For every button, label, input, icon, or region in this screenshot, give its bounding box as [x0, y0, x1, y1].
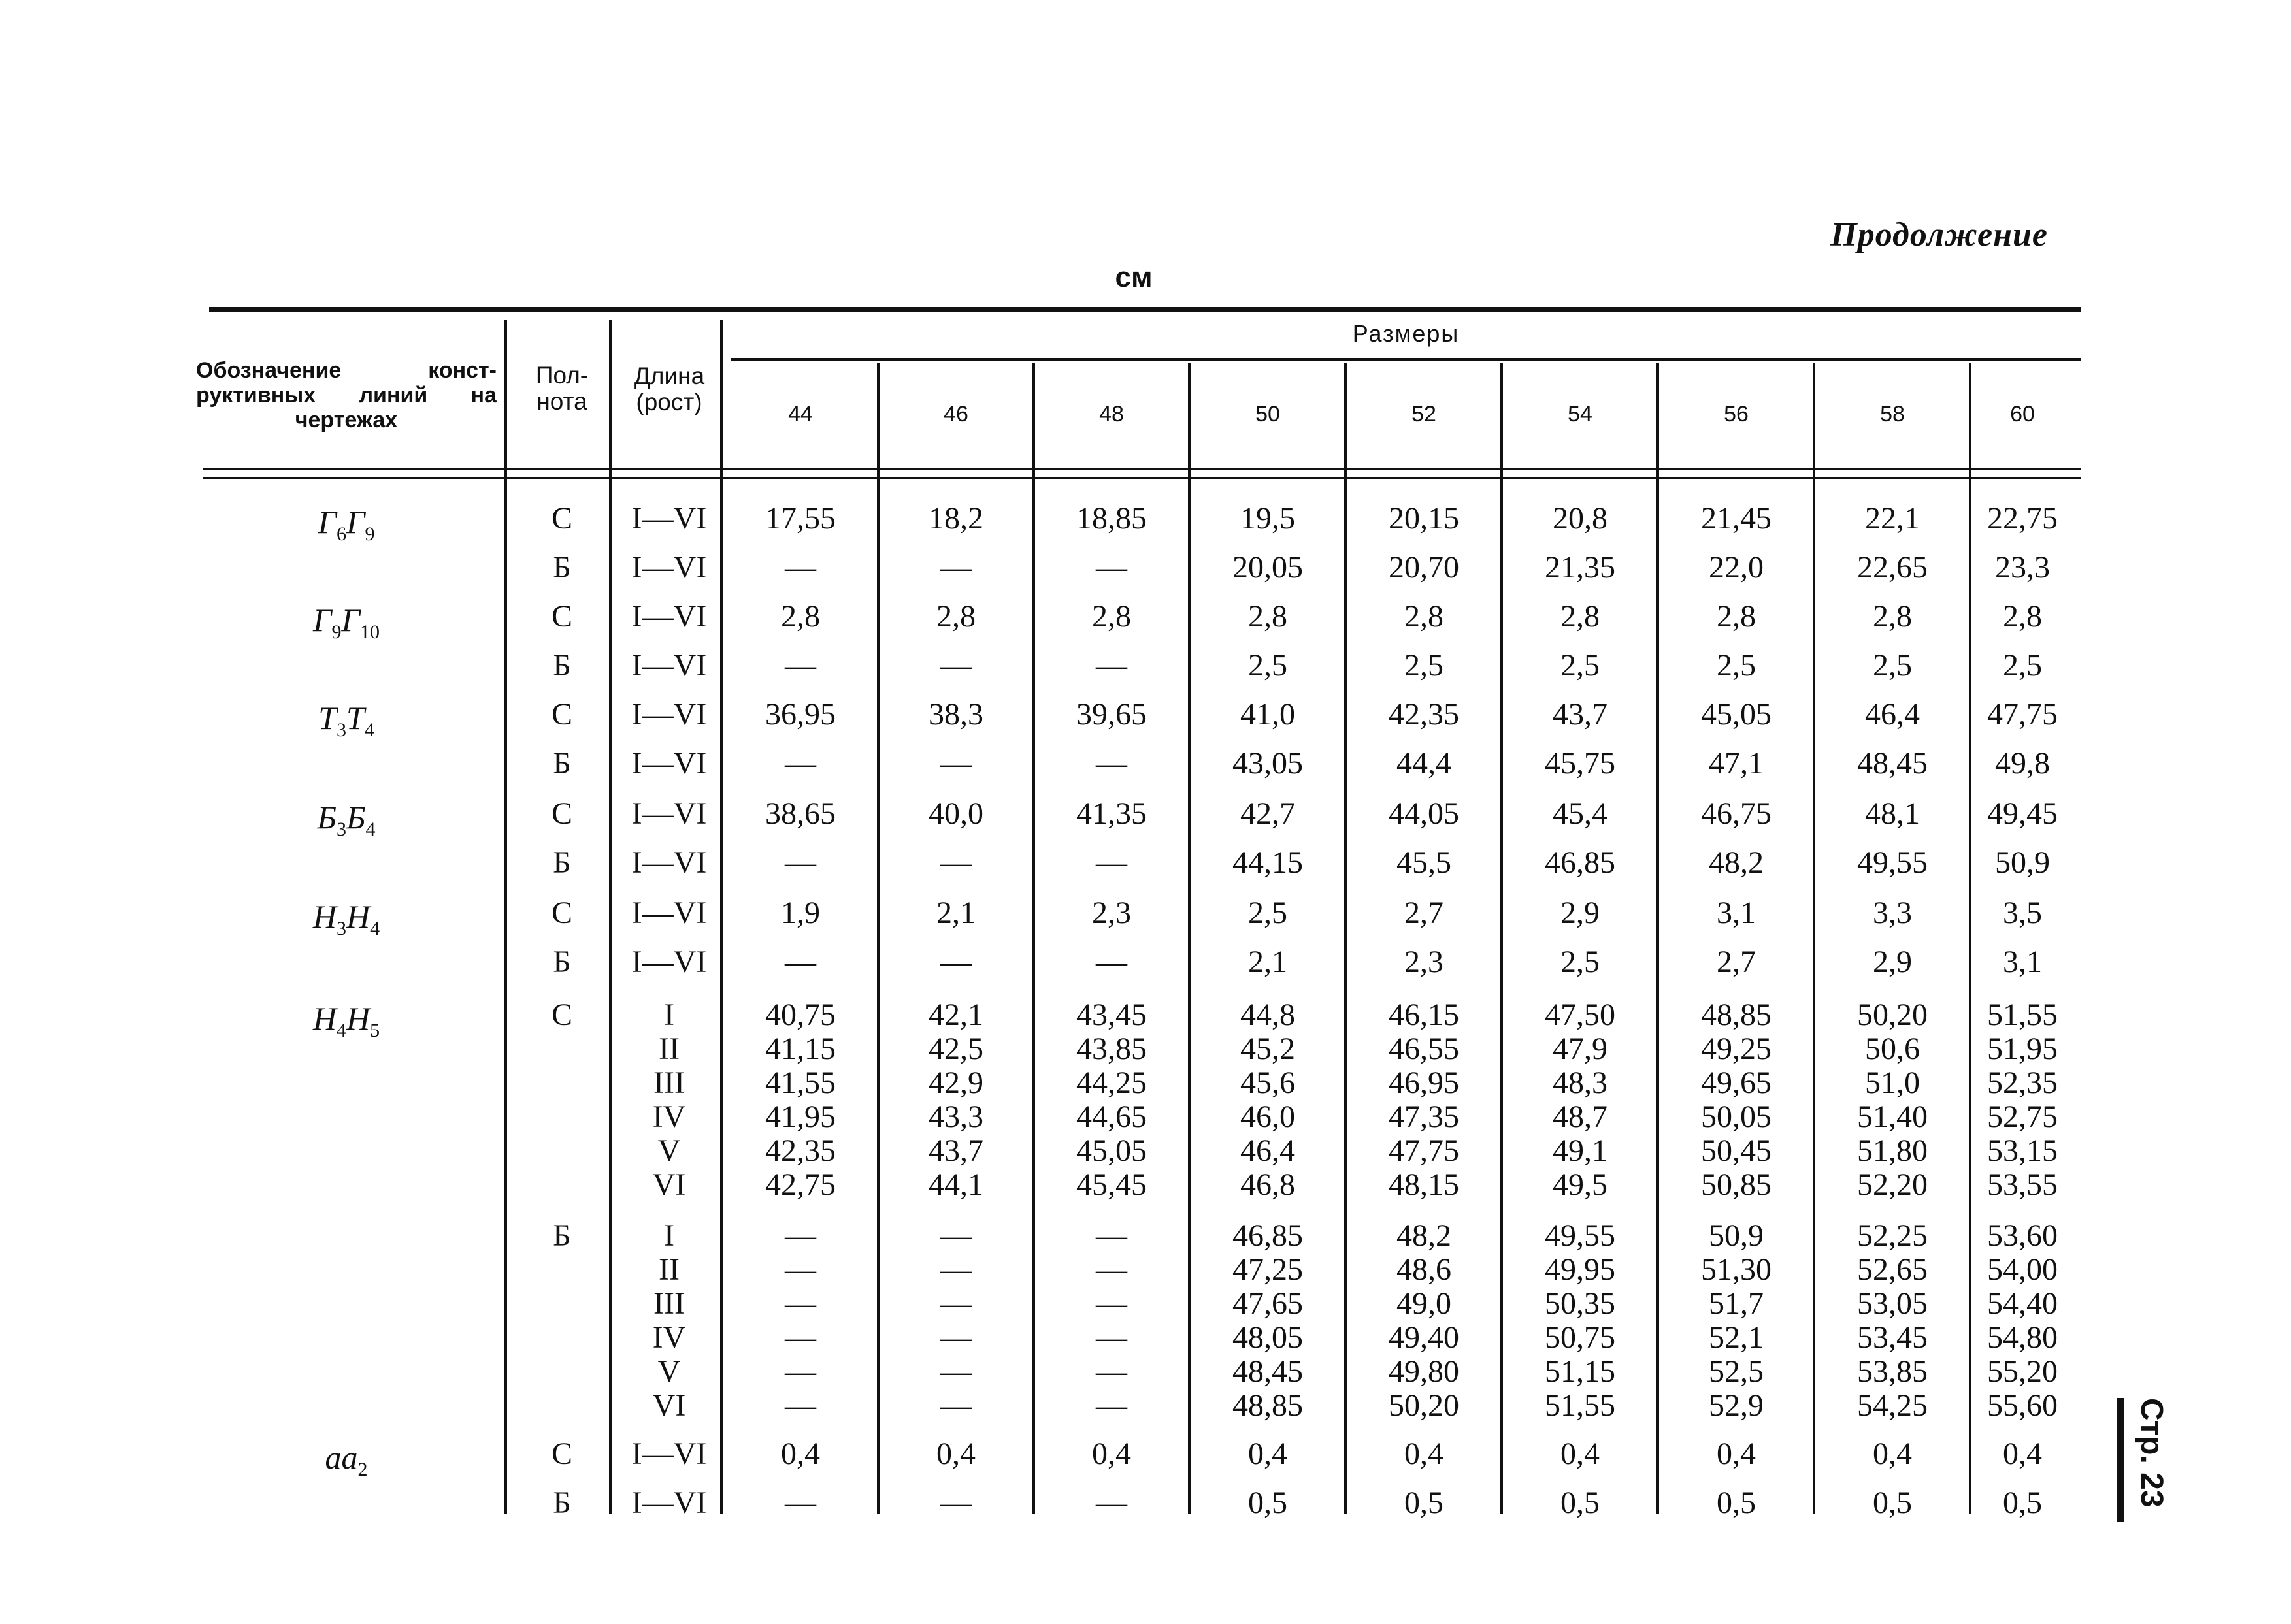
value-cell: 2,5 — [1404, 648, 1443, 683]
value-cell: 52,25 52,65 53,05 53,45 53,85 54,25 — [1857, 1218, 1928, 1423]
length-cell: I—VI — [631, 1437, 707, 1471]
value-cell: 42,7 — [1240, 796, 1295, 831]
value-cell: 2,8 — [1873, 599, 1912, 634]
length-cell: I—VI — [631, 648, 707, 683]
value-cell: 3,3 — [1873, 896, 1912, 930]
value-cell: 2,5 — [1717, 648, 1756, 683]
value-cell: 2,8 — [1248, 599, 1287, 634]
value-cell: 53,60 54,00 54,40 54,80 55,20 55,60 — [1987, 1218, 2058, 1423]
value-cell: — — [1096, 648, 1127, 683]
value-cell: 49,45 — [1987, 796, 2058, 831]
value-cell: 2,7 — [1404, 896, 1443, 930]
value-cell: — — [1096, 845, 1127, 880]
value-cell: — — [785, 845, 816, 880]
fullness-cell: Б — [553, 845, 571, 880]
value-cell: 47,1 — [1709, 746, 1764, 781]
column-divider — [1188, 363, 1191, 1514]
value-cell: 45,05 — [1701, 697, 1772, 732]
value-cell: 2,8 — [781, 599, 820, 634]
value-cell: 21,45 — [1701, 501, 1772, 536]
value-cell: 40,75 41,15 41,55 41,95 42,35 42,75 — [765, 998, 836, 1202]
line-designation: $Т_3Т_4$ — [318, 700, 374, 741]
value-cell: 41,0 — [1240, 697, 1295, 732]
value-cell: 51,55 51,95 52,35 52,75 53,15 53,55 — [1987, 998, 2058, 1202]
value-cell: 43,05 — [1232, 746, 1303, 781]
value-cell: 0,4 — [1560, 1437, 1600, 1471]
value-cell: 2,5 — [2003, 648, 2042, 683]
column-divider — [1656, 363, 1659, 1514]
value-cell: 2,3 — [1404, 945, 1443, 979]
column-divider — [1344, 363, 1347, 1514]
value-cell: 0,4 — [1404, 1437, 1443, 1471]
column-divider — [609, 320, 612, 1514]
fullness-cell: Б — [553, 1486, 571, 1520]
size-header-48: 48 — [1099, 402, 1124, 427]
unit-label: см — [1115, 261, 1153, 293]
line-designation: $Г_6Г_9$ — [318, 504, 375, 545]
value-cell: 20,05 — [1232, 550, 1303, 585]
value-cell: 44,05 — [1389, 796, 1459, 831]
value-cell: 0,5 — [1248, 1486, 1287, 1520]
value-cell: — — — — — — — [785, 1218, 816, 1423]
value-cell: 47,75 — [1987, 697, 2058, 732]
value-cell: 20,70 — [1389, 550, 1459, 585]
value-cell: — — [785, 746, 816, 781]
size-header-52: 52 — [1411, 402, 1436, 427]
value-cell: 0,4 — [1873, 1437, 1912, 1471]
fullness-cell: С — [551, 796, 572, 831]
line-designation: $аа_2$ — [325, 1439, 368, 1480]
value-cell: 43,7 — [1553, 697, 1607, 732]
size-header-54: 54 — [1568, 402, 1592, 427]
continuation-label: Продолжение — [1830, 216, 2048, 253]
value-cell: 40,0 — [929, 796, 983, 831]
value-cell: — — [940, 746, 972, 781]
value-cell: 2,5 — [1560, 648, 1600, 683]
value-cell: 49,55 49,95 50,35 50,75 51,15 51,55 — [1545, 1218, 1615, 1423]
value-cell: 43,45 43,85 44,25 44,65 45,05 45,45 — [1076, 998, 1147, 1202]
value-cell: 3,1 — [2003, 945, 2042, 979]
value-cell: 0,5 — [1873, 1486, 1912, 1520]
value-cell: 0,4 — [936, 1437, 976, 1471]
value-cell: 1,9 — [781, 896, 820, 930]
value-cell: 50,9 51,30 51,7 52,1 52,5 52,9 — [1701, 1218, 1772, 1423]
page-number-bar — [2117, 1398, 2124, 1522]
header-designation: Обозначение конст-руктивных линий на чертежах — [196, 358, 497, 432]
length-cell: I—VI — [631, 501, 707, 536]
value-cell: 19,5 — [1240, 501, 1295, 536]
value-cell: 20,15 — [1389, 501, 1459, 536]
value-cell: 22,1 — [1865, 501, 1920, 536]
value-cell: 46,4 — [1865, 697, 1920, 732]
value-cell: 2,8 — [1717, 599, 1756, 634]
value-cell: 22,0 — [1709, 550, 1764, 585]
length-cell: I II III IV V VI — [652, 998, 686, 1202]
page-number — [2117, 1398, 2169, 1522]
column-divider — [504, 320, 507, 1514]
fullness-cell: Б — [553, 1218, 571, 1253]
value-cell: 21,35 — [1545, 550, 1615, 585]
value-cell: — — [940, 550, 972, 585]
header-fullness: Пол-нота — [535, 362, 589, 415]
size-header-46: 46 — [944, 402, 968, 427]
value-cell: 46,15 46,55 46,95 47,35 47,75 48,15 — [1389, 998, 1459, 1202]
value-cell: 0,4 — [1092, 1437, 1131, 1471]
size-header-50: 50 — [1255, 402, 1280, 427]
value-cell: 45,75 — [1545, 746, 1615, 781]
value-cell: 2,3 — [1092, 896, 1131, 930]
value-cell: — — [940, 945, 972, 979]
value-cell: 49,55 — [1857, 845, 1928, 880]
value-cell: 48,2 48,6 49,0 49,40 49,80 50,20 — [1389, 1218, 1459, 1423]
size-header-56: 56 — [1724, 402, 1749, 427]
value-cell: 2,8 — [1092, 599, 1131, 634]
fullness-cell: С — [551, 501, 572, 536]
size-header-44: 44 — [788, 402, 813, 427]
value-cell: 36,95 — [765, 697, 836, 732]
value-cell: — — [1096, 550, 1127, 585]
value-cell: 0,5 — [1717, 1486, 1756, 1520]
value-cell: 0,4 — [1717, 1437, 1756, 1471]
value-cell: 2,5 — [1248, 648, 1287, 683]
value-cell: 45,5 — [1396, 845, 1451, 880]
header-length: Длина (рост) — [633, 363, 705, 415]
value-cell: 2,1 — [936, 896, 976, 930]
value-cell: 2,7 — [1717, 945, 1756, 979]
line-designation: $Б_3Б_4$ — [317, 799, 376, 840]
value-cell: 45,4 — [1553, 796, 1607, 831]
value-cell: 47,50 47,9 48,3 48,7 49,1 49,5 — [1545, 998, 1615, 1202]
value-cell: 39,65 — [1076, 697, 1147, 732]
sizes-header-rule — [731, 358, 2081, 361]
value-cell: 0,4 — [781, 1437, 820, 1471]
value-cell: 50,9 — [1995, 845, 2050, 880]
value-cell: 22,75 — [1987, 501, 2058, 536]
value-cell: 46,85 — [1545, 845, 1615, 880]
value-cell: — — [940, 1486, 972, 1520]
fullness-cell: С — [551, 697, 572, 732]
value-cell: 50,20 50,6 51,0 51,40 51,80 52,20 — [1857, 998, 1928, 1202]
fullness-cell: С — [551, 599, 572, 634]
size-header-58: 58 — [1880, 402, 1905, 427]
fullness-cell: С — [551, 998, 572, 1032]
value-cell: 48,45 — [1857, 746, 1928, 781]
header-bottom-rule — [203, 468, 2081, 470]
length-cell: I—VI — [631, 896, 707, 930]
line-designation: $Н_4Н_5$ — [312, 1000, 380, 1041]
fullness-cell: С — [551, 1437, 572, 1471]
value-cell: 2,5 — [1248, 896, 1287, 930]
value-cell: 2,9 — [1560, 896, 1600, 930]
value-cell: 2,8 — [1560, 599, 1600, 634]
value-cell: 0,4 — [2003, 1437, 2042, 1471]
value-cell: — — [1096, 746, 1127, 781]
value-cell: 18,85 — [1076, 501, 1147, 536]
value-cell: 38,65 — [765, 796, 836, 831]
value-cell: 2,8 — [1404, 599, 1443, 634]
value-cell: 3,5 — [2003, 896, 2042, 930]
column-divider — [1500, 363, 1503, 1514]
value-cell: 0,5 — [1560, 1486, 1600, 1520]
value-cell: 38,3 — [929, 697, 983, 732]
length-cell: I—VI — [631, 697, 707, 732]
value-cell: 2,8 — [936, 599, 976, 634]
value-cell: 0,5 — [1404, 1486, 1443, 1520]
value-cell: 2,8 — [2003, 599, 2042, 634]
value-cell: — — — — — — — [940, 1218, 972, 1423]
value-cell: — — [940, 648, 972, 683]
value-cell: 2,5 — [1873, 648, 1912, 683]
value-cell: 46,75 — [1701, 796, 1772, 831]
value-cell: 44,15 — [1232, 845, 1303, 880]
value-cell: — — [785, 648, 816, 683]
table-top-rule — [209, 307, 2081, 312]
size-header-60: 60 — [2010, 402, 2035, 427]
length-cell: I—VI — [631, 1486, 707, 1520]
length-cell: I—VI — [631, 599, 707, 634]
value-cell: 0,5 — [2003, 1486, 2042, 1520]
value-cell: — — [940, 845, 972, 880]
value-cell: 22,65 — [1857, 550, 1928, 585]
value-cell: 41,35 — [1076, 796, 1147, 831]
value-cell: — — [785, 1486, 816, 1520]
header-sizes: Размеры — [1352, 320, 1460, 347]
value-cell: 2,9 — [1873, 945, 1912, 979]
length-cell: I—VI — [631, 945, 707, 979]
value-cell: 17,55 — [765, 501, 836, 536]
column-divider — [1813, 363, 1815, 1514]
length-cell: I—VI — [631, 845, 707, 880]
value-cell: — — [785, 945, 816, 979]
value-cell: 49,8 — [1995, 746, 2050, 781]
header-bottom-rule-2 — [203, 477, 2081, 479]
value-cell: 2,1 — [1248, 945, 1287, 979]
column-divider — [877, 363, 880, 1514]
value-cell: 42,1 42,5 42,9 43,3 43,7 44,1 — [929, 998, 983, 1202]
page-number-label: Стр. 23 — [2134, 1398, 2169, 1508]
value-cell: — — [1096, 945, 1127, 979]
value-cell: 46,85 47,25 47,65 48,05 48,45 48,85 — [1232, 1218, 1303, 1423]
value-cell: 48,85 49,25 49,65 50,05 50,45 50,85 — [1701, 998, 1772, 1202]
fullness-cell: Б — [553, 945, 571, 979]
value-cell: — — [1096, 1486, 1127, 1520]
value-cell: 42,35 — [1389, 697, 1459, 732]
value-cell: 23,3 — [1995, 550, 2050, 585]
value-cell: 20,8 — [1553, 501, 1607, 536]
length-cell: I—VI — [631, 550, 707, 585]
value-cell: 18,2 — [929, 501, 983, 536]
value-cell: — — [785, 550, 816, 585]
length-cell: I II III IV V VI — [652, 1218, 686, 1423]
value-cell: 44,8 45,2 45,6 46,0 46,4 46,8 — [1240, 998, 1295, 1202]
length-cell: I—VI — [631, 796, 707, 831]
value-cell: 48,2 — [1709, 845, 1764, 880]
value-cell: 3,1 — [1717, 896, 1756, 930]
fullness-cell: С — [551, 896, 572, 930]
line-designation: $Г_9Г_{10}$ — [313, 602, 380, 643]
column-divider — [1032, 363, 1035, 1514]
fullness-cell: Б — [553, 746, 571, 781]
length-cell: I—VI — [631, 746, 707, 781]
line-designation: $Н_3Н_4$ — [312, 898, 380, 939]
value-cell: 48,1 — [1865, 796, 1920, 831]
value-cell: 44,4 — [1396, 746, 1451, 781]
value-cell: — — — — — — — [1096, 1218, 1127, 1423]
value-cell: 0,4 — [1248, 1437, 1287, 1471]
value-cell: 2,5 — [1560, 945, 1600, 979]
fullness-cell: Б — [553, 550, 571, 585]
fullness-cell: Б — [553, 648, 571, 683]
